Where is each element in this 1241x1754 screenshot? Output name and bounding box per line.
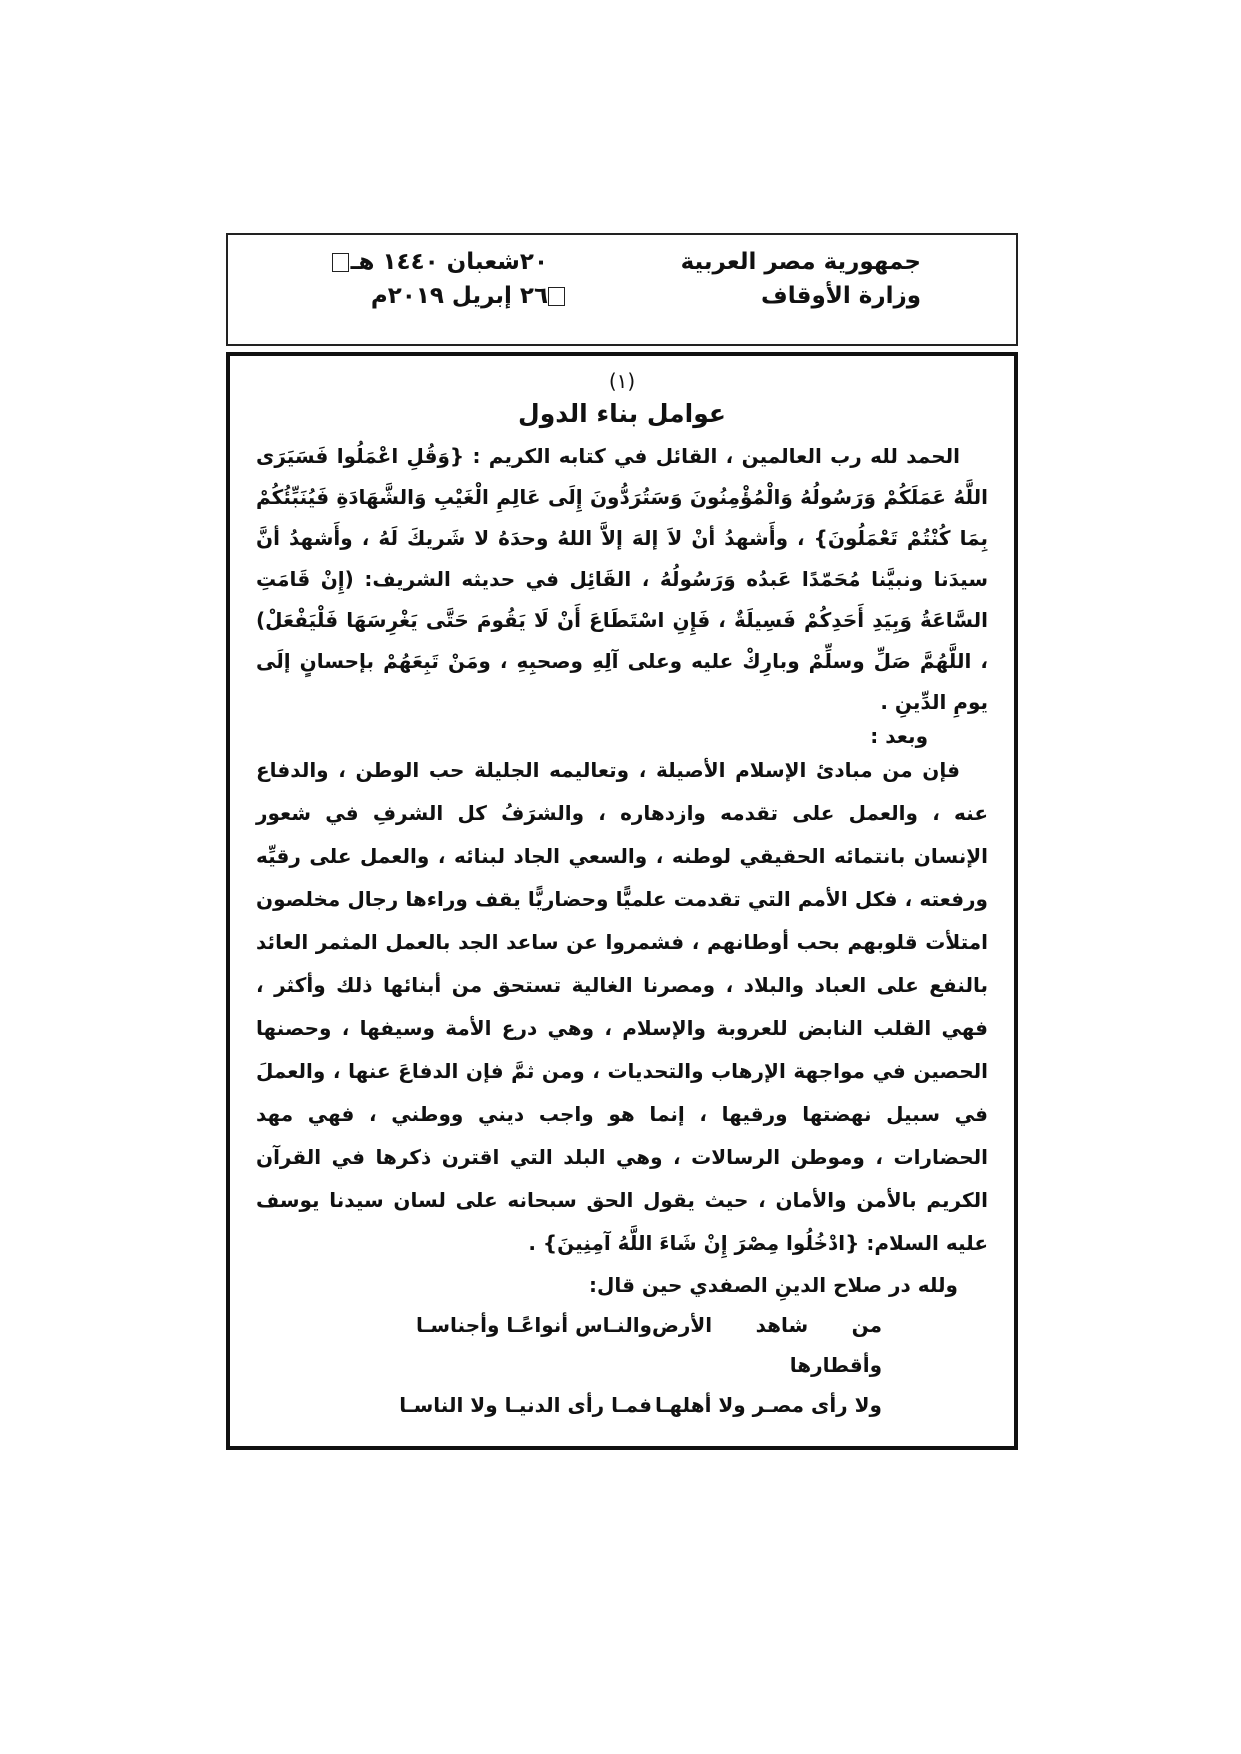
- sermon-number: (١): [608, 369, 636, 393]
- hijri-date: ٢٠شعبان ١٤٤٠ هـ: [350, 249, 548, 275]
- ministry-name: وزارة الأوقاف: [761, 283, 921, 309]
- verse-first-half: ولا رأى مصـر ولا أهلهـا: [654, 1393, 882, 1417]
- opening-paragraph: الحمد لله رب العالمين ، القائل في كتابه الكريم : {وَقُلِ اعْمَلُوا فَسَيَرَى اللَّهُ عَمَلَكُمْ وَرَسُولُهُ وَالْمُؤْمِنُونَ وَسَتُرَدُّونَ إِلَى عَالِمِ الْغَيْبِ وَالشَّهَادَةِ فَيُنَبِّئُكُمْ بِمَا كُنْتُمْ تَعْمَلُونَ} ، وأَشهدُ أنْ لاَ إلهَ إلاَّ اللهُ وحدَهُ لا شَريكَ لَهُ ، وأَشهدُ أنَّ سيدَنا ونبيَّنا مُحَمّدًا عَبدُه وَرَسُولُهُ ، القَائِل في حديثه الشريف: (إِنْ قَامَتِ السَّاعَةُ وَبِيَدِ أَحَدِكُمْ فَسِيلَةٌ ، فَإِنِ اسْتَطَاعَ أَنْ لَا يَقُومَ حَتَّى يَغْرِسَهَا فَلْيَفْعَلْ) ، اللَّهُمَّ صَلِّ وسلِّمْ وبارِكْ عليه وعلى آلِهِ وصحبِهِ ، ومَنْ تَبِعَهُمْ بإحسانٍ إلَى يومِ الدِّينِ .: [256, 444, 988, 714]
- verse-second-half: فمـا رأى الدنيـا ولا الناسـا: [399, 1393, 652, 1417]
- sermon-title: عوامل بناء الدول: [518, 399, 726, 428]
- poem-verse: [256, 1305, 988, 1385]
- country-name: جمهورية مصر العربية: [680, 249, 921, 275]
- header-box: [226, 233, 1018, 346]
- gregorian-date: ٢٦ إبريل ٢٠١٩م: [370, 283, 548, 309]
- sermon-box: [226, 352, 1018, 1450]
- header-dates: [298, 245, 548, 313]
- header-issuer: [681, 245, 921, 313]
- body-paragraph: فإن من مبادئ الإسلام الأصيلة ، وتعاليمه الجليلة حب الوطن ، والدفاع عنه ، والعمل على تقدمه وازدهاره ، والشرَفُ كل الشرفِ في شعور الإنسان بانتمائه الحقيقي لوطنه ، والسعي الجاد لبنائه ، والعمل على رقيِّه ورفعته ، فكل الأمم التي تقدمت علميًّا وحضاريًّا يقف وراءها رجال مخلصون امتلأت قلوبهم بحب أوطانهم ، فشمروا عن ساعد الجد بالعمل المثمر العائد بالنفع على العباد والبلاد ، ومصرنا الغالية تستحق من أبنائها ذلك وأكثر ، فهي القلب النابض للعروبة والإسلام ، وهي درع الأمة وسيفها ، وحصنها الحصين في مواجهة الإرهاب والتحديات ، ومن ثمَّ فإن الدفاعَ عنها ، والعملَ في سبيل نهضتها ورقيها ، إنما هو واجب ديني ووطني ، فهي مهد الحضارات ، وموطن الرسالات ، وهي البلد التي اقترن ذكرها في القرآن الكريم بالأمن والأمان ، حيث يقول الحق سبحانه على لسان سيدنا يوسف عليه السلام: {ادْخُلُوا مِصْرَ إِنْ شَاءَ اللَّهُ آمِنِينَ} .: [256, 758, 988, 1255]
- amma-baad: وبعد :: [870, 724, 928, 748]
- sermon-content: [256, 366, 988, 1425]
- checkbox-glyph-icon: [548, 287, 565, 306]
- checkbox-glyph-icon: [332, 253, 349, 272]
- verse-second-half: والنـاس أنواعًـا وأجناسـا: [416, 1313, 652, 1337]
- poem-intro: ولله در صلاح الدينِ الصفدي حين قال:: [588, 1273, 958, 1297]
- poem-verse: [256, 1385, 988, 1425]
- verse-first-half: من شاهد الأرض وأقطارها: [652, 1313, 882, 1377]
